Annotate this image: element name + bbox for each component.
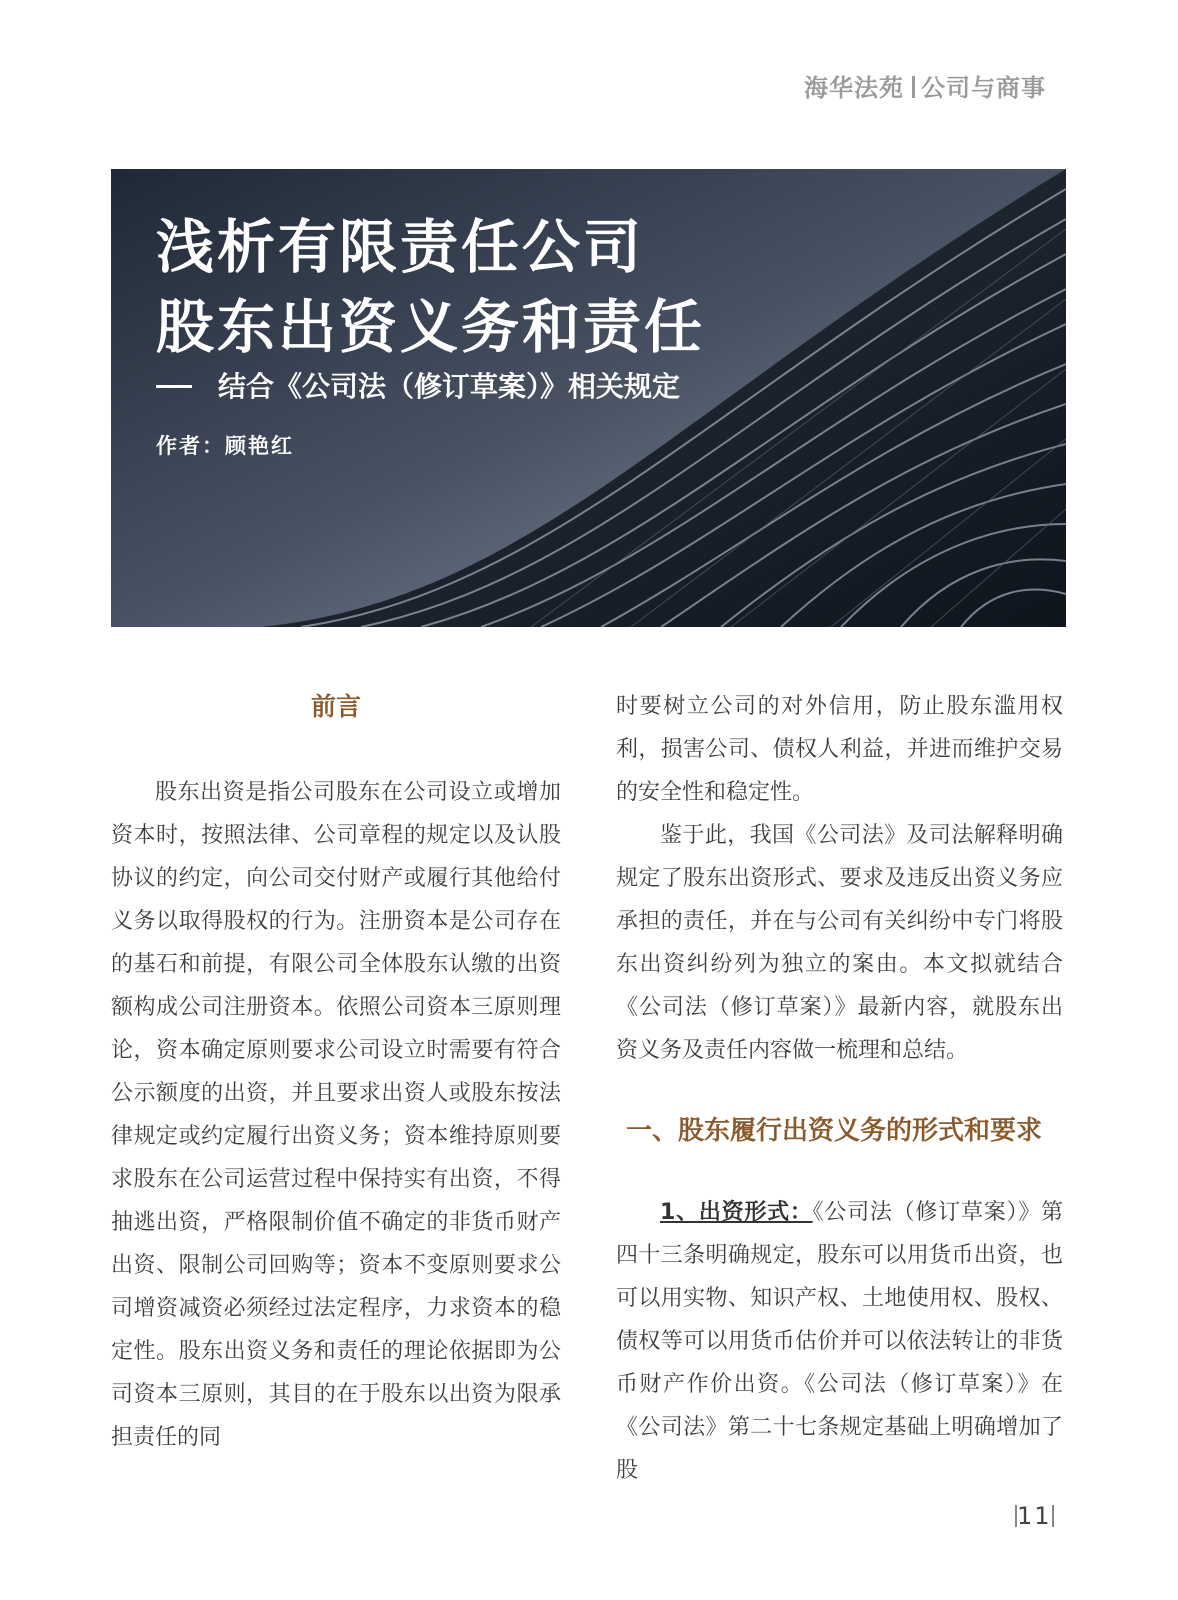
title-banner <box>111 169 1066 627</box>
subtitle-text: 结合《公司法（修订草案）》相关规定 <box>218 370 681 403</box>
page-number-text: 11 <box>1017 1502 1052 1530</box>
preface-paragraph: 股东出资是指公司股东在公司设立或增加资本时，按照法律、公司章程的规定以及认股协议的约定，向公司交付财产或履行其他给付义务以取得股权的行为。注册资本是公司存在的基石和前提，有限公司全体股东认缴的出资额构成公司注册资本。依照公司资本三原则理论，资本确定原则要求公司设立时需要有符合公示额度的出资，并且要求出资人或股东按法律规定或约定履行出资义务；资本维持原则要求股东在公司运营过程中保持实有出资，不得抽逃出资，严格限制价值不确定的非货币财产出资、限制公司回购等；资本不变原则要求公司增资减资必须经过法定程序，力求资本的稳定性。股东出资义务和责任的理论依据即为公司资本三原则，其目的在于股东以出资为限承担责任的同 <box>111 780 561 1450</box>
page-number-bar-right <box>1052 1505 1054 1527</box>
contribution-forms-paragraph <box>616 1191 1063 1492</box>
running-head <box>804 68 1046 103</box>
preface-heading: 前言 <box>310 692 361 721</box>
section-heading: 一、股东履行出资义务的形式和要求 <box>626 1116 1043 1146</box>
title-line-2: 股东出资义务和责任 <box>156 293 706 361</box>
continued-paragraph: 时要树立公司的对外信用，防止股东滥用权利，损害公司、债权人利益，并进而维护交易的安全性和稳定性。 <box>616 694 1063 805</box>
article-subtitle <box>156 365 680 405</box>
item-label: 1、出资形式： <box>660 1200 813 1225</box>
section-name: 公司与商事 <box>921 74 1046 102</box>
article-title <box>156 207 705 367</box>
item-text: 《公司法（修订草案）》第四十三条明确规定，股东可以用货币出资，也可以用实物、知识产权、土地使用权、股权、债权等可以用货币估价并可以依法转让的非货币财产作价出资。《公司法（修订草案）》在《公司法》第二十七条规定基础上明确增加了股 <box>616 1200 1063 1483</box>
page-number <box>1015 1502 1054 1530</box>
left-column <box>111 685 561 1459</box>
author-line: 作者：顾艳红 <box>156 433 294 458</box>
publication-name: 海华法苑 <box>804 74 904 102</box>
right-column <box>616 685 1063 1492</box>
separator-bar <box>912 76 915 98</box>
purpose-paragraph: 鉴于此，我国《公司法》及司法解释明确规定了股东出资形式、要求及违反出资义务应承担的责任，并在与公司有关纠纷中专门将股东出资纠纷列为独立的案由。本文拟就结合《公司法（修订草案）》最新内容，就股东出资义务及责任内容做一梳理和总结。 <box>616 823 1063 1063</box>
subtitle-dash <box>156 385 192 388</box>
title-line-1: 浅析有限责任公司 <box>156 213 645 281</box>
